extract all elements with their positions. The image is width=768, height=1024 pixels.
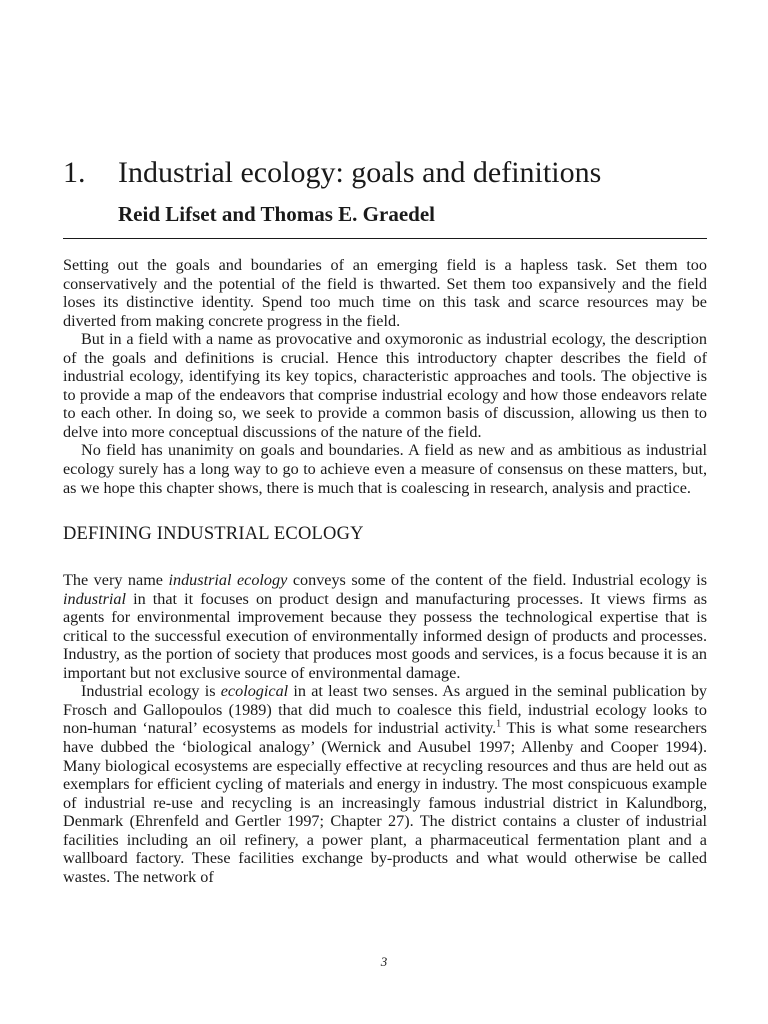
page-number: 3 — [380, 954, 388, 969]
intro-paragraph-2: But in a field with a name as provocative and oxymoronic as industrial ecology, the description of the goals and definitions is crucial. Hence this introductory chapter describes the field of industrial ecology, identifying its key topics, characteristic approaches and tools. The objective is to provide a map of the endeavors that comprise industrial ecology and how those endeavors relate to each other. In doing so, we seek to provide a common basis of discussion, allowing us then to delve into more conceptual discussions of the nature of the field. — [63, 330, 707, 441]
section-heading: DEFINING INDUSTRIAL ECOLOGY — [63, 524, 364, 545]
section-paragraph-2 — [63, 682, 707, 886]
italic-term: industrial — [63, 589, 126, 608]
chapter-title-text: Industrial ecology: goals and definitions — [118, 156, 602, 189]
text-run: The very name — [63, 571, 169, 590]
text-run: in that it focuses on product design and manufacturing processes. It views firms as agents for environmental improvement because they possess the technological expertise that is critical to the successful execution of environmentally informed design of products and processes. Industry, as the portion of society that produces most goods and services, is a focus because it is an important but not exclusive source of environmental damage. — [63, 589, 707, 682]
chapter-authors: Reid Lifset and Thomas E. Graedel — [118, 202, 435, 226]
text-run: conveys some of the content of the field. Industrial ecology is — [287, 571, 708, 590]
section-paragraph-1 — [63, 571, 707, 682]
header-rule — [63, 238, 707, 239]
text-run: Industrial ecology is — [81, 682, 221, 701]
italic-term: ecological — [220, 682, 289, 701]
body-text — [63, 256, 707, 886]
chapter-number: 1. — [63, 156, 86, 189]
chapter-title — [63, 155, 707, 191]
italic-term: industrial ecology — [168, 571, 288, 590]
footnote-marker[interactable]: 1 — [496, 719, 502, 731]
text-run: in at least two senses. As argued in the seminal publication by Frosch and Gallopoulos (1989) that did much to coalesce this field, industrial ecology looks to non-human ‘natural’ ecosystems as models for industrial activity. — [63, 682, 708, 738]
chapter-header — [63, 155, 707, 227]
intro-paragraph-1: Setting out the goals and boundaries of an emerging field is a hapless task. Set them too conservatively and the potential of the field is thwarted. Set them too expansively and the field loses its distinctive identity. Spend too much time on this task and scarce resources may be diverted from making concrete progress in the field. — [63, 256, 707, 330]
intro-paragraph-3: No field has unanimity on goals and boundaries. A field as new and as ambitious as industrial ecology surely has a long way to go to achieve even a measure of consensus on these matters, but, as we hope this chapter shows, there is much that is coalescing in research, analysis and practice. — [63, 441, 707, 497]
text-run: This is what some researchers have dubbed the ‘biological analogy’ (Wernick and Ausubel 1997; Allenby and Cooper 1994). Many biological ecosystems are especially effective at recycling resources and thus are held out as exemplars for efficient cycling of materials and energy in industry. The most conspicuous example of industrial re-use and recycling is an increasingly famous industrial district in Kalundborg, Denmark (Ehrenfeld and Gertler 1997; Chapter 27). The district contains a cluster of industrial facilities including an oil refinery, a power plant, a pharmaceutical fermentation plant and a wallboard factory. These facilities exchange by-products and what would otherwise be called wastes. The network of — [63, 719, 707, 886]
